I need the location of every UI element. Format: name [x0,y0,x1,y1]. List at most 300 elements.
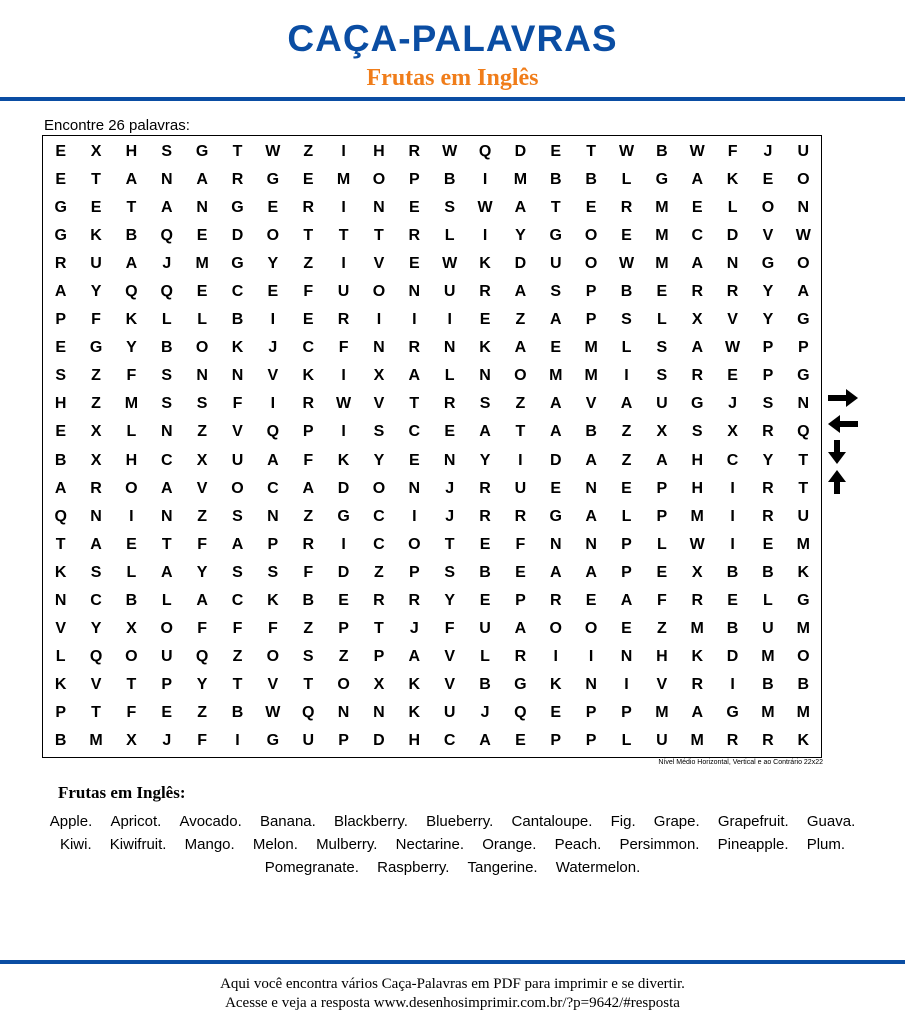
grid-letter: Y [444,591,455,609]
page-title: CAÇA-PALAVRAS [287,18,618,59]
grid-letter: R [620,199,633,217]
grid-letter: L [126,423,137,441]
grid-letter: S [90,563,102,581]
grid-letter: G [231,255,244,273]
grid-letter: E [267,199,279,217]
grid-letter: Z [515,311,526,329]
grid-letter: A [514,619,527,637]
grid-letter: C [90,591,102,609]
grid-letter: R [302,199,314,217]
footer-line-1: Aqui você encontra vários Caça-Palavras em PDF para imprimir e se divertir. [220,976,685,992]
grid-letter: L [727,199,738,217]
grid-letter: A [196,591,208,609]
grid-letter: D [726,227,739,245]
grid-letter: Z [656,619,667,637]
grid-letter: X [90,143,102,161]
grid-letter: J [480,703,490,721]
grid-letter: L [444,227,455,245]
grid-letter: R [408,227,421,245]
grid-letter: R [479,283,491,301]
grid-letter: G [231,199,244,217]
grid-letter: V [762,227,774,245]
arrow-right-icon [826,387,860,409]
grid-letter: L [656,535,667,553]
grid-letter: A [479,423,491,441]
grid-letter: F [444,619,455,637]
grid-letter: F [91,311,101,329]
grid-letter: N [373,199,385,217]
grid-letter: K [90,227,102,245]
grid-letter: E [55,423,67,441]
grid-letter: T [515,423,526,441]
grid-letter: I [270,395,276,413]
grid-letter: E [408,199,420,217]
word-list-item: Fig. [610,813,636,830]
grid-letter: E [408,451,420,469]
grid-letter: P [373,647,385,665]
grid-letter: A [691,339,703,357]
grid-letter: I [412,507,417,525]
word-list-item: Blueberry. [426,813,494,830]
grid-letter: N [373,703,385,721]
direction-legend [826,387,866,499]
grid-letter: G [549,227,562,245]
grid-letter: U [231,451,244,469]
grid-letter: V [90,675,102,693]
grid-letter: K [337,451,350,469]
grid-letter: S [55,367,67,385]
grid-letter: Y [196,563,208,581]
word-list-item: Avocado. [179,813,242,830]
grid-letter: U [90,255,102,273]
grid-letter: E [656,283,668,301]
grid-letter: M [336,171,351,189]
grid-letter: A [54,479,67,497]
grid-letter: X [691,311,703,329]
grid-letter: N [585,535,597,553]
grid-letter: B [125,591,138,609]
grid-letter: E [479,311,491,329]
grid-letter: B [726,563,739,581]
grid-letter: Q [514,703,527,721]
grid-letter: O [549,619,562,637]
grid-letter: I [341,367,346,385]
grid-letter: G [797,367,810,385]
grid-letter: E [90,199,102,217]
grid-letter: R [337,311,350,329]
grid-letter: O [160,619,173,637]
grid-letter: X [727,423,738,441]
grid-letter: I [235,731,240,749]
grid-letter: X [373,367,385,385]
grid-letter: Z [621,423,632,441]
grid-letter: P [797,339,809,357]
grid-letter: W [795,227,811,245]
grid-letter: W [265,143,281,161]
grid-letter: O [408,535,421,553]
footer-line-2: Acesse e veja a resposta www.desenhosimprimir.com.br/?p=9642/#resposta [225,995,680,1011]
grid-letter: A [797,283,810,301]
word-list-item: Apple. [49,813,93,830]
grid-letter: Q [266,423,280,441]
grid-letter: I [341,199,346,217]
instruction-text: Encontre 26 palavras: [44,117,190,134]
grid-letter: A [549,395,562,413]
grid-letter: Z [338,647,349,665]
grid-letter: R [549,591,562,609]
grid-letter: P [302,423,314,441]
grid-letter: B [656,143,668,161]
grid-letter: N [231,367,244,385]
grid-letter: F [656,591,667,609]
grid-letter: B [585,423,597,441]
grid-letter: E [444,423,455,441]
grid-letter: A [196,171,208,189]
grid-letter: I [588,647,594,665]
grid-letter: U [797,507,810,525]
word-list-item: Apricot. [110,813,162,830]
grid-letter: U [656,395,668,413]
grid-letter: A [514,283,527,301]
level-note: Nível Médio Horizontal, Vertical e ao Contrário 22x22 [658,759,823,766]
grid-letter: T [55,535,66,553]
grid-letter: P [515,591,526,609]
grid-letter: Z [303,143,314,161]
grid-letter: K [691,647,703,665]
grid-letter: E [762,535,774,553]
grid-letter: U [549,255,562,273]
grid-letter: K [408,675,421,693]
grid-letter: E [762,171,774,189]
grid-letter: V [585,395,597,413]
grid-letter: T [374,227,384,245]
grid-letter: O [337,675,350,693]
grid-letter: P [585,311,597,329]
grid-letter: Q [54,507,67,525]
grid-letter: X [691,563,703,581]
grid-letter: V [444,675,455,693]
grid-letter: F [515,535,526,553]
grid-letter: A [691,703,703,721]
grid-letter: B [585,171,597,189]
grid-letter: H [408,731,421,749]
word-list-item: Persimmon. [619,836,700,853]
page-subtitle: Frutas em Inglês [366,65,539,91]
grid-letter: R [762,731,774,749]
grid-letter: O [372,479,386,497]
grid-letter: P [621,563,632,581]
grid-letter: A [408,647,421,665]
grid-letter: I [730,479,735,497]
grid-letter: N [408,479,421,497]
grid-letter: U [514,479,527,497]
grid-letter: N [160,171,173,189]
grid-letter: S [656,367,668,385]
grid-letter: O [797,255,810,273]
grid-letter: I [482,227,488,245]
grid-letter: U [656,731,668,749]
grid-letter: Z [303,255,314,273]
grid-letter: E [621,479,632,497]
grid-letter: S [232,563,243,581]
grid-letter: Z [197,507,208,525]
grid-letter: R [54,255,67,273]
grid-letter: A [479,731,491,749]
footer [0,975,905,1013]
grid-letter: E [691,199,703,217]
grid-letter: C [691,227,703,245]
grid-letter: E [55,143,67,161]
grid-letter: M [796,535,810,553]
grid-letter: N [443,451,456,469]
grid-letter: G [761,255,775,273]
grid-letter: G [726,703,739,721]
grid-letter: A [514,199,527,217]
grid-letter: N [160,423,173,441]
grid-letter: R [231,171,244,189]
grid-letter: Q [89,647,103,665]
grid-letter: K [54,563,67,581]
grid-letter: R [691,591,703,609]
grid-letter: R [691,367,703,385]
grid-letter: M [124,395,139,413]
grid-letter: C [231,283,244,301]
grid-letter: B [443,171,456,189]
word-list-item: Tangerine. [467,859,538,876]
grid-letter: P [621,535,632,553]
grid-letter: A [585,451,597,469]
grid-letter: J [268,339,278,357]
grid-letter: W [265,703,281,721]
grid-letter: F [338,339,349,357]
grid-letter: I [341,423,346,441]
word-list-item: Plum. [806,836,846,853]
word-list-title: Frutas em Inglês: [58,783,186,802]
grid-letter: I [270,311,276,329]
grid-letter: I [482,171,488,189]
grid-letter: E [585,591,597,609]
grid-letter: T [161,535,172,553]
grid-letter: E [479,591,491,609]
grid-letter: N [196,367,208,385]
grid-letter: M [549,367,563,385]
grid-letter: A [620,591,633,609]
grid-letter: P [55,703,67,721]
grid-letter: B [549,171,562,189]
grid-letter: O [797,647,810,665]
grid-letter: Z [197,423,208,441]
grid-letter: J [162,731,172,749]
grid-letter: I [341,535,346,553]
grid-letter: K [54,675,67,693]
grid-letter: E [550,339,562,357]
grid-letter: Y [373,451,385,469]
grid-letter: J [162,255,172,273]
grid-letter: E [161,703,173,721]
grid-letter: Q [160,283,173,301]
grid-letter: P [656,479,668,497]
grid-letter: A [514,339,527,357]
grid-letter: V [267,675,279,693]
grid-letter: B [54,451,67,469]
grid-letter: L [197,311,208,329]
grid-letter: N [620,647,633,665]
grid-letter: S [656,339,668,357]
grid-letter: K [267,591,279,609]
grid-letter: U [479,619,491,637]
grid-letter: T [798,451,809,469]
grid-letter: E [302,171,314,189]
grid-letter: I [624,675,629,693]
grid-letter: Z [374,563,384,581]
grid-letter: F [303,563,314,581]
grid-letter: F [126,703,137,721]
grid-letter: I [376,311,382,329]
grid-letter: O [125,479,138,497]
grid-letter: A [691,171,703,189]
grid-letter: M [513,171,528,189]
grid-letter: M [89,731,103,749]
grid-letter: Z [91,395,101,413]
grid-letter: K [302,367,314,385]
word-list-item: Grapefruit. [717,813,789,830]
grid-letter: B [125,227,138,245]
grid-letter: V [232,423,243,441]
grid-letter: G [797,591,810,609]
grid-letter: Z [515,395,526,413]
grid-letter: G [797,311,810,329]
grid-letter: S [621,311,632,329]
grid-letter: F [126,367,137,385]
grid-letter: D [549,451,562,469]
grid-letter: L [656,311,667,329]
grid-letter: C [726,451,739,469]
grid-letter: H [691,451,703,469]
grid-letter: I [518,451,523,469]
grid-letter: D [231,227,244,245]
grid-letter: A [231,535,244,553]
grid-letter: P [408,171,420,189]
grid-letter: R [479,479,491,497]
grid-letter: P [338,619,349,637]
grid-letter: C [231,591,244,609]
grid-letter: O [514,367,527,385]
grid-letter: S [762,395,774,413]
grid-letter: W [336,395,352,413]
grid-letter: Z [197,703,208,721]
grid-letter: A [54,283,67,301]
arrow-down-icon [826,439,860,465]
grid-letter: X [373,675,385,693]
grid-letter: B [54,731,67,749]
grid-letter: I [730,507,735,525]
grid-letter: S [161,395,173,413]
grid-letter: Y [90,619,102,637]
grid-letter: E [338,591,349,609]
grid-letter: E [55,171,67,189]
grid-letter: S [444,199,455,217]
grid-letter: B [479,675,491,693]
grid-letter: Y [267,255,279,273]
grid-letter: M [655,227,669,245]
top-divider [0,97,905,101]
grid-letter: J [409,619,419,637]
grid-letter: P [621,703,632,721]
grid-letter: T [232,675,243,693]
word-list-item: Watermelon. [555,859,641,876]
grid-letter: Y [90,283,102,301]
grid-letter: C [373,535,385,553]
grid-letter: L [55,647,66,665]
grid-letter: E [550,479,562,497]
grid-letter: R [691,675,703,693]
word-list-item: Pomegranate. [264,859,359,876]
grid-letter: F [232,395,243,413]
grid-letter: R [514,647,527,665]
grid-letter: R [408,339,421,357]
grid-letter: G [266,171,280,189]
word-list [40,810,865,879]
grid-letter: U [160,647,173,665]
grid-letter: O [266,227,280,245]
grid-letter: J [445,507,455,525]
grid-letter: R [408,591,421,609]
grid-letter: W [689,143,705,161]
grid-letter: X [126,619,137,637]
grid-letter: E [550,703,562,721]
grid-letter: L [126,563,137,581]
grid-letter: M [690,731,704,749]
grid-letter: P [161,675,173,693]
grid-letter: A [656,451,668,469]
grid-letter: W [442,143,458,161]
grid-letter: T [798,479,809,497]
grid-letter: V [373,255,385,273]
grid-letter: A [585,563,597,581]
grid-letter: B [160,339,173,357]
grid-letter: T [374,619,384,637]
grid-letter: S [161,367,173,385]
grid-letter: T [444,535,455,553]
grid-letter: R [373,591,385,609]
grid-letter: P [550,731,562,749]
grid-letter: P [55,311,67,329]
grid-letter: A [691,255,703,273]
grid-letter: W [618,255,635,273]
grid-letter: K [479,255,491,273]
grid-letter: O [584,227,598,245]
grid-letter: E [196,283,208,301]
grid-letter: M [796,703,810,721]
grid-letter: U [443,283,456,301]
grid-letter: R [514,507,527,525]
grid-letter: Q [160,227,173,245]
grid-letter: Q [478,143,492,161]
grid-letter: U [337,283,350,301]
grid-letter: K [797,563,810,581]
grid-letter: O [761,199,775,217]
grid-letter: S [232,507,243,525]
grid-letter: N [373,339,385,357]
grid-letter: G [89,339,103,357]
grid-letter: Z [621,451,632,469]
grid-letter: U [797,143,810,161]
grid-letter: X [126,731,137,749]
word-list-item: Guava. [806,813,856,830]
grid-letter: B [797,675,810,693]
grid-letter: E [550,143,562,161]
grid-letter: S [691,423,703,441]
